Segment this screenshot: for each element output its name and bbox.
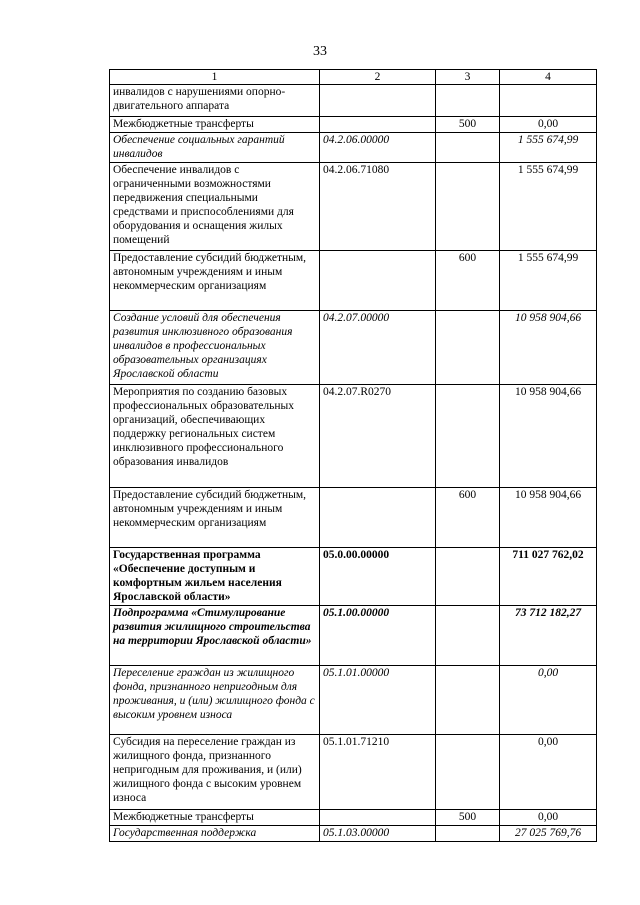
table-row <box>110 548 597 606</box>
column-number-1: 1 <box>110 70 320 85</box>
row-sum-cell: 1 555 674,99 <box>500 163 597 251</box>
row-code-cell: 05.1.03.00000 <box>320 826 436 842</box>
row-name-cell: Государственная программа «Обеспечение доступным и комфортным жильем населения Ярославской области» <box>110 548 320 606</box>
table-row <box>110 163 597 251</box>
row-name-cell: Подпрограмма «Стимулирование развития жилищного строительства на территории Ярославской области» <box>110 606 320 666</box>
row-expense-type-cell <box>436 606 500 666</box>
row-name-cell: Предоставление субсидий бюджетным, автономным учреждениям и иным некоммерческим организациям <box>110 251 320 311</box>
row-code-cell <box>320 251 436 311</box>
row-sum-cell: 10 958 904,66 <box>500 488 597 548</box>
row-sum-cell: 0,00 <box>500 810 597 826</box>
row-code-cell <box>320 117 436 133</box>
table-row <box>110 826 597 842</box>
row-expense-type-cell <box>436 735 500 810</box>
table-row <box>110 810 597 826</box>
row-sum-cell <box>500 85 597 117</box>
row-name-cell: Обеспечение социальных гарантий инвалидов <box>110 133 320 163</box>
row-code-cell: 05.1.01.71210 <box>320 735 436 810</box>
row-expense-type-cell: 500 <box>436 810 500 826</box>
row-name-cell: Субсидия на переселение граждан из жилищного фонда, признанного непригодным для проживания, и (или) жилищного фонда с высоким уровнем износа <box>110 735 320 810</box>
row-expense-type-cell <box>436 85 500 117</box>
row-expense-type-cell <box>436 311 500 385</box>
row-expense-type-cell <box>436 548 500 606</box>
row-name-cell: Межбюджетные трансферты <box>110 810 320 826</box>
row-name-cell: Переселение граждан из жилищного фонда, признанного непригодным для проживания, и (или) жилищного фонда с высоким уровнем износа <box>110 666 320 735</box>
row-expense-type-cell <box>436 385 500 488</box>
row-expense-type-cell <box>436 666 500 735</box>
row-sum-cell: 10 958 904,66 <box>500 385 597 488</box>
table-row <box>110 251 597 311</box>
row-sum-cell: 0,00 <box>500 117 597 133</box>
table-row <box>110 606 597 666</box>
row-code-cell <box>320 488 436 548</box>
column-number-4: 4 <box>500 70 597 85</box>
table-row <box>110 133 597 163</box>
column-number-2: 2 <box>320 70 436 85</box>
row-code-cell: 05.1.00.00000 <box>320 606 436 666</box>
row-sum-cell: 10 958 904,66 <box>500 311 597 385</box>
row-code-cell <box>320 810 436 826</box>
table-row <box>110 117 597 133</box>
row-sum-cell: 1 555 674,99 <box>500 133 597 163</box>
row-sum-cell: 0,00 <box>500 666 597 735</box>
table-row <box>110 85 597 117</box>
row-sum-cell: 27 025 769,76 <box>500 826 597 842</box>
row-expense-type-cell: 600 <box>436 251 500 311</box>
row-sum-cell: 0,00 <box>500 735 597 810</box>
column-number-3: 3 <box>436 70 500 85</box>
row-code-cell: 04.2.07.00000 <box>320 311 436 385</box>
row-expense-type-cell <box>436 163 500 251</box>
table-row <box>110 735 597 810</box>
row-name-cell: Предоставление субсидий бюджетным, автономным учреждениям и иным некоммерческим организациям <box>110 488 320 548</box>
row-name-cell: Обеспечение инвалидов с ограниченными возможностями передвижения специальными средствами и приспособлениями для оборудования и оснащения жилых помещений <box>110 163 320 251</box>
table-row <box>110 488 597 548</box>
row-name-cell: Создание условий для обеспечения развития инклюзивного образования инвалидов в профессиональных образовательных организациях Ярославской области <box>110 311 320 385</box>
row-code-cell: 05.1.01.00000 <box>320 666 436 735</box>
budget-table <box>109 69 597 842</box>
row-code-cell <box>320 85 436 117</box>
row-expense-type-cell <box>436 133 500 163</box>
row-name-cell: Межбюджетные трансферты <box>110 117 320 133</box>
table-row <box>110 666 597 735</box>
row-sum-cell: 1 555 674,99 <box>500 251 597 311</box>
row-code-cell: 04.2.06.00000 <box>320 133 436 163</box>
row-expense-type-cell: 600 <box>436 488 500 548</box>
row-name-cell: Государственная поддержка <box>110 826 320 842</box>
row-sum-cell: 73 712 182,27 <box>500 606 597 666</box>
row-expense-type-cell <box>436 826 500 842</box>
row-sum-cell: 711 027 762,02 <box>500 548 597 606</box>
row-code-cell: 04.2.06.71080 <box>320 163 436 251</box>
table-row <box>110 385 597 488</box>
budget-table-body <box>110 70 597 842</box>
row-code-cell: 05.0.00.00000 <box>320 548 436 606</box>
column-number-row <box>110 70 597 85</box>
page-number: 33 <box>313 44 327 59</box>
row-name-cell: инвалидов с нарушениями опорно-двигательного аппарата <box>110 85 320 117</box>
table-row <box>110 311 597 385</box>
row-code-cell: 04.2.07.R0270 <box>320 385 436 488</box>
row-expense-type-cell: 500 <box>436 117 500 133</box>
row-name-cell: Мероприятия по созданию базовых профессиональных образовательных организаций, обеспечивающих поддержку региональных систем инклюзивного профессионального образования инвалидов <box>110 385 320 488</box>
